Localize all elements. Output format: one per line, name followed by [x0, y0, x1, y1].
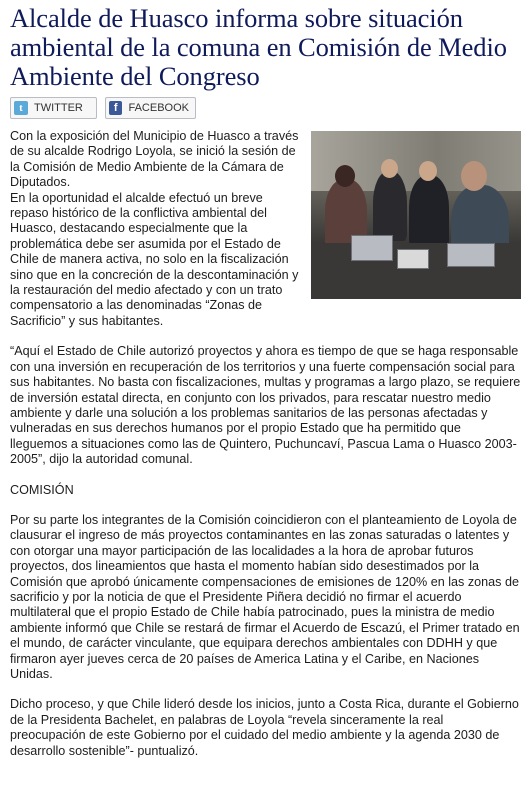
- section-heading: COMISIÓN: [10, 482, 74, 497]
- twitter-label: TWITTER: [34, 102, 83, 114]
- photo-head: [419, 161, 437, 181]
- paragraph-1: Con la exposición del Municipio de Huasco a través de su alcalde Rodrigo Loyola, se inició la sesión de la Comisión de Medio Ambiente de la Cámara de Diputados.: [10, 129, 299, 190]
- photo-laptop: [351, 235, 393, 261]
- facebook-icon: f: [109, 101, 122, 115]
- article-title: Alcalde de Huasco informa sobre situación ambiental de la comuna en Comisión de Medio Ambiente del Congreso: [10, 3, 507, 91]
- article-photo: [311, 131, 521, 299]
- facebook-share-button[interactable]: [105, 97, 196, 119]
- facebook-label: FACEBOOK: [128, 102, 189, 114]
- photo-paper: [397, 249, 429, 269]
- photo-head: [461, 161, 487, 191]
- photo-laptop: [447, 243, 495, 267]
- photo-person: [409, 175, 449, 247]
- share-bar: [10, 97, 521, 119]
- paragraph-4: Por su parte los integrantes de la Comisión coincidieron con el planteamiento de Loyola de clausurar el ingreso de más proyectos contaminantes en las zonas saturadas o latentes y con otorgar una mayor participación de las localidades a la hora de aprobar futuros proyectos, dos lineamientos que hasta el momento habían sido desestimados por la Comisión que aprobó únicamente compensaciones de emisiones de 120% en las zonas de sacrificio y por la noticia de que el Presidente Piñera decidió no firmar el acuerdo multilateral que el propio Estado de Chile había patrocinado, pues la ministra de medio ambiente informó que Chile se restará de firmar el Acuerdo de Escazú, el Primer tratado en el mundo, de carácter vinculante, que equipara derechos ambientales con DDHH y que firmaron ayer jueves cerca de 20 países de America Latina y el Caribe, en Naciones Unidas.: [10, 512, 520, 681]
- photo-head: [381, 159, 398, 178]
- twitter-share-button[interactable]: [10, 97, 97, 119]
- twitter-icon: t: [14, 101, 28, 115]
- photo-person: [373, 171, 407, 241]
- paragraph-5: Dicho proceso, y que Chile lideró desde los inicios, junto a Costa Rica, durante el Gobierno de la Presidenta Bachelet, en palabras de Loyola “revela sinceramente la real preocupación de este Gobierno por el cuidado del medio ambiente y la agenda 2030 de desarrollo sostenible”- puntualizó.: [10, 697, 519, 758]
- paragraph-2: En la oportunidad el alcalde efectuó un breve repaso histórico de la conflictiva ambiental del Huasco, destacando especialmente que la problemática debe ser asumida por el Estado de Chile de manera activa, no solo en la fiscalización sino que en la concreción de la descontaminación y la restauración del medio afectado y con un trato compensatorio a las denominadas “Zonas de Sacrificio” y sus habitantes.: [10, 190, 299, 328]
- article-body: [10, 129, 521, 759]
- paragraph-3: “Aquí el Estado de Chile autorizó proyectos y ahora es tiempo de que se haga responsable con una inversión en recuperación de los territorios y una fuerte compensación social para sus habitantes. No basta con fiscalizaciones, multas y programas a largo plazo, se requiere de inversión estatal directa, en conjunto con los privados, para rescatar nuestro medio ambiente y darle una solución a los problemas sanitarios de las personas afectadas y vulneradas en sus derechos humanos por el propio Estado que ha permitido que lleguemos a situaciones como las de Quintero, Puchuncaví, Pascua Lama o Huasco 2003-2005”, dijo la autoridad comunal.: [10, 344, 521, 467]
- photo-head: [335, 165, 355, 187]
